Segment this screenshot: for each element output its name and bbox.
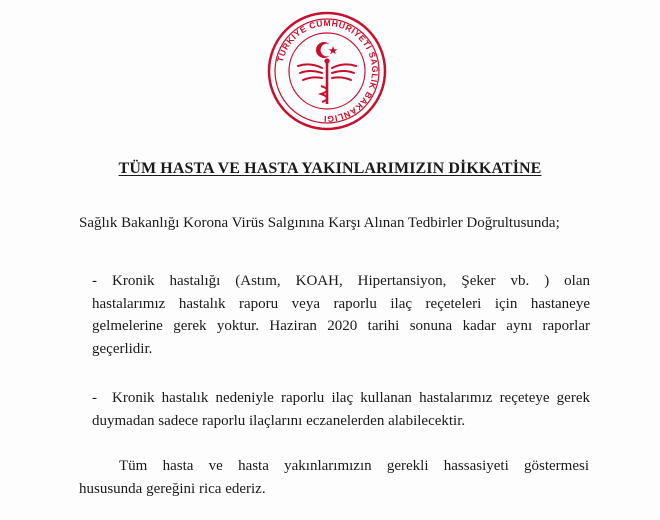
bullet-1-line-1: - Kronik hastalığı (Astım, KOAH, Hipertansiyon, Şeker vb. ) olan [92,270,590,293]
document-title: TÜM HASTA VE HASTA YAKINLARIMIZIN DİKKATİNE [118,160,542,177]
bullet-2-line-2: duymadan sadece raporlu ilaçlarını eczanelerden alabilecektir. [92,412,466,429]
bullet-item-1 [92,270,590,360]
bullet-item-2 [92,387,590,432]
bullet-1-line-3: gelmelerine gerek yoktur. Haziran 2020 tarihi sonuna kadar aynı raporlar [92,318,590,334]
closing-line-2: hususunda gereğini rica ederiz. [79,480,266,497]
ministry-of-health-emblem-icon [262,6,392,136]
closing-line-1: Tüm hasta ve hasta yakınlarımızın gerekli hassasiyeti göstermesi [119,458,589,474]
closing-paragraph [79,455,589,500]
intro-paragraph: Sağlık Bakanlığı Korona Virüs Salgınına Karşı Alınan Tedbirler Doğrultusunda; [79,215,560,231]
emblem-ring-text: TÜRKİYE CUMHURİYETİ SAĞLIK BAKANLIĞI [274,17,381,125]
bullet-1-line-4: geçerlidir. [92,340,153,357]
bullet-dash: - [92,390,97,406]
bullet-1-line-2: hastalarımız hastalık raporu veya raporlu ilaç reçeteleri için hastaneye [92,295,590,312]
bullet-dash: - [92,273,97,289]
bullet-2-line-1: - Kronik hastalık nedeniyle raporlu ilaç kullanan hastalarımız reçeteye gerek [92,387,590,410]
